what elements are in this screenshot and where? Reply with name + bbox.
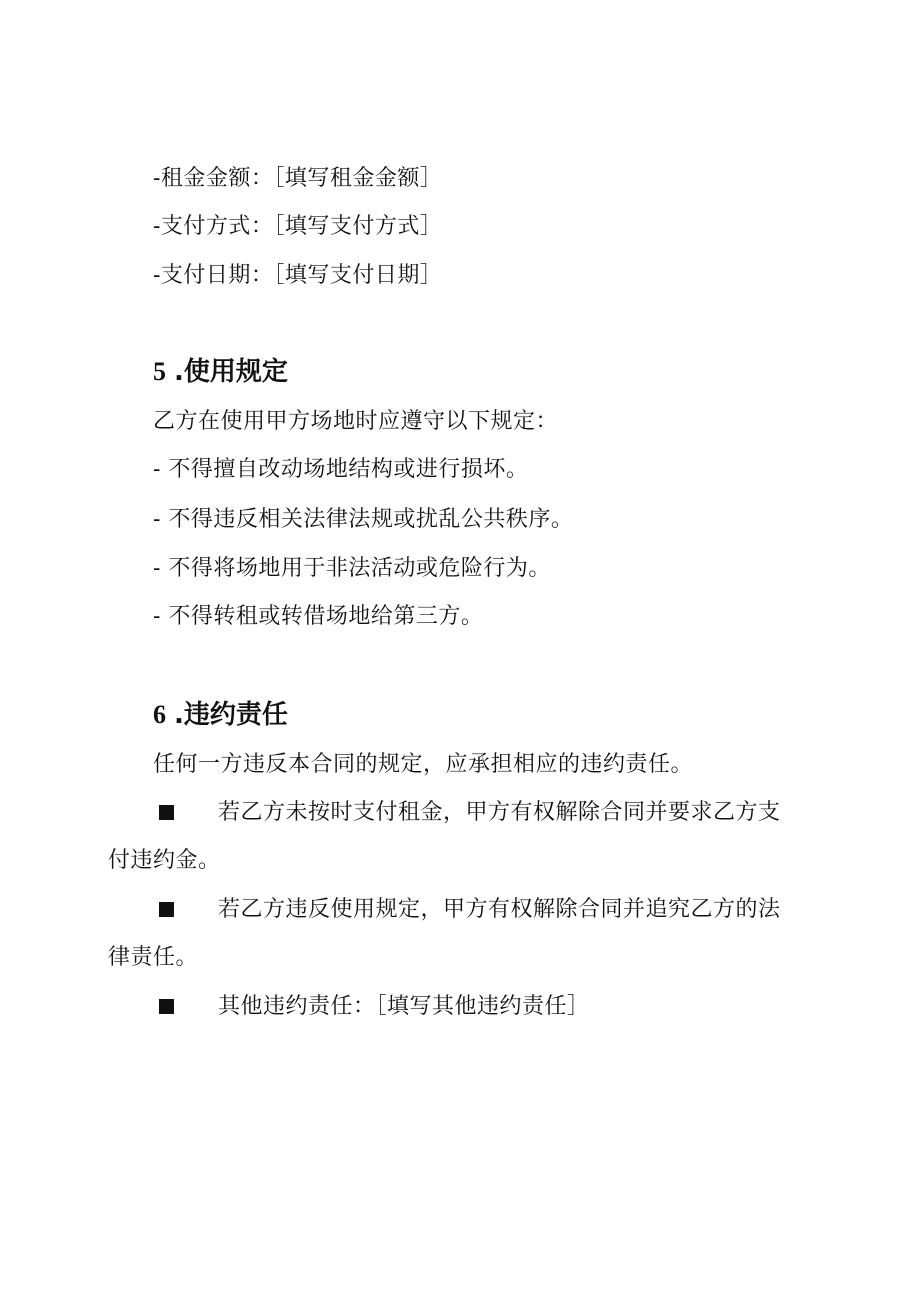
square-bullet-icon bbox=[159, 805, 174, 820]
rule-item: - 不得转租或转借场地给第三方。 bbox=[153, 604, 484, 629]
payment-item-rent-amount: -租金金额：［填写租金金额］ bbox=[153, 166, 443, 191]
clause-3-line-1: 其他违约责任：［填写其他违约责任］ bbox=[218, 994, 590, 1019]
section-5-title: .使用规定 bbox=[174, 357, 288, 387]
section-5-heading bbox=[153, 355, 288, 389]
clause-2-line-1: 若乙方违反使用规定，甲方有权解除合同并追究乙方的法 bbox=[218, 897, 781, 922]
clause-1-line-2: 付违约金。 bbox=[108, 848, 221, 873]
square-bullet-icon bbox=[159, 902, 174, 917]
rule-item: - 不得违反相关法律法规或扰乱公共秩序。 bbox=[153, 507, 574, 532]
clause-2-line-2: 律责任。 bbox=[108, 945, 199, 970]
section-6-title: .违约责任 bbox=[174, 700, 288, 730]
section-5-number: 5 bbox=[153, 357, 166, 386]
clause-1-line-1: 若乙方未按时支付租金，甲方有权解除合同并要求乙方支 bbox=[218, 800, 781, 825]
rule-item: - 不得擅自改动场地结构或进行损坏。 bbox=[153, 457, 529, 482]
section-6-number: 6 bbox=[153, 700, 166, 729]
payment-item-payment-method: -支付方式：［填写支付方式］ bbox=[153, 214, 443, 239]
section-6-heading bbox=[153, 698, 288, 732]
payment-item-payment-date: -支付日期：［填写支付日期］ bbox=[153, 263, 443, 288]
rule-item: - 不得将场地用于非法活动或危险行为。 bbox=[153, 556, 551, 581]
section-5-intro: 乙方在使用甲方场地时应遵守以下规定： bbox=[153, 409, 559, 434]
section-6-intro: 任何一方违反本合同的规定，应承担相应的违约责任。 bbox=[153, 752, 694, 777]
square-bullet-icon bbox=[159, 999, 174, 1014]
